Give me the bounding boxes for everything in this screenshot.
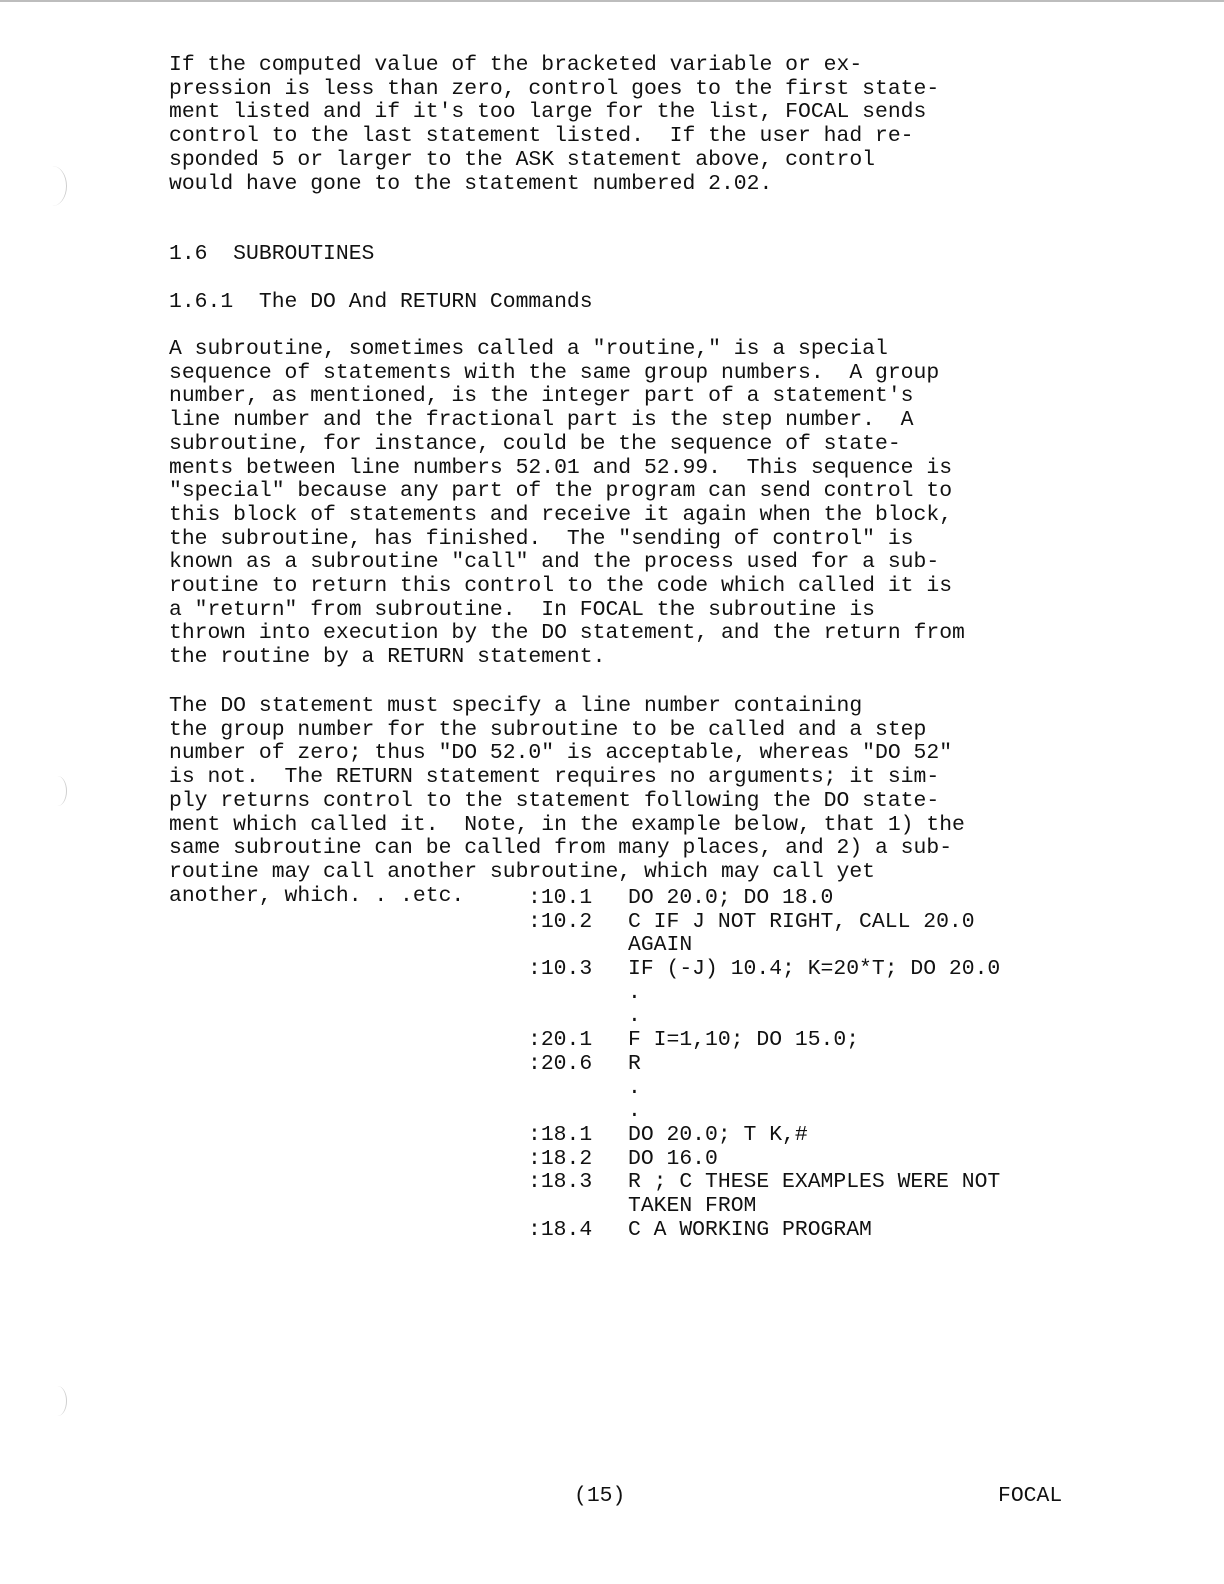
- page-top-border: [0, 0, 1224, 2]
- text-line: is not. The RETURN statement requires no arguments; it sim-: [169, 765, 940, 790]
- scan-hole-mark-bottom: [48, 1386, 67, 1416]
- text-line: "special" because any part of the program can send control to: [169, 479, 953, 504]
- text-line: subroutine, for instance, could be the sequence of state-: [169, 431, 901, 456]
- line-number: :18.2: [528, 1146, 593, 1171]
- code-line: [528, 911, 1000, 935]
- code-line: [528, 1148, 1000, 1172]
- code-text: DO 20.0; T K,#: [628, 1122, 808, 1147]
- text-line: known as a subroutine "call" and the process used for a sub-: [169, 550, 940, 575]
- ellipsis-dot: .: [628, 1004, 641, 1029]
- code-text: R ; C THESE EXAMPLES WERE NOT: [628, 1170, 1001, 1195]
- code-text: C IF J NOT RIGHT, CALL 20.0: [628, 909, 975, 934]
- code-text: DO 16.0: [628, 1146, 718, 1171]
- code-line: [528, 1029, 1000, 1053]
- code-line: [528, 934, 1000, 958]
- text-line: A subroutine, sometimes called a "routine," is a special: [169, 337, 888, 361]
- text-line: ply returns control to the statement following the DO state-: [169, 788, 940, 813]
- code-line: [528, 1053, 1000, 1077]
- text-line: would have gone to the statement numbered 2.02.: [169, 171, 773, 196]
- code-text: IF (-J) 10.4; K=20*T; DO 20.0: [628, 957, 1001, 982]
- intro-paragraph: [169, 54, 939, 196]
- do-statement-paragraph: [169, 695, 965, 908]
- text-line: sponded 5 or larger to the ASK statement above, control: [169, 147, 876, 172]
- footer-title: FOCAL: [998, 1484, 1063, 1508]
- ellipsis-dot: .: [628, 980, 641, 1005]
- line-number: :18.1: [528, 1122, 593, 1147]
- ellipsis-dot: .: [628, 1075, 641, 1100]
- text-line: number, as mentioned, is the integer part of a statement's: [169, 384, 914, 409]
- line-number: :10.3: [528, 957, 593, 982]
- ellipsis-dot: .: [628, 1099, 641, 1124]
- subroutine-paragraph: [169, 338, 965, 670]
- scan-hole-mark-top: [38, 166, 67, 206]
- code-line: [528, 982, 1000, 1006]
- text-line: thrown into execution by the DO statement, and the return from: [169, 621, 965, 646]
- text-line: pression is less than zero, control goes to the first state-: [169, 76, 940, 101]
- code-line: [528, 1005, 1000, 1029]
- subsection-heading: 1.6.1 The DO And RETURN Commands: [169, 290, 593, 314]
- code-text: F I=1,10; DO 15.0;: [628, 1028, 860, 1053]
- line-number: :18.3: [528, 1170, 593, 1195]
- section-heading: 1.6 SUBROUTINES: [169, 242, 375, 266]
- text-line: routine may call another subroutine, which may call yet: [169, 859, 876, 884]
- code-line: [528, 1100, 1000, 1124]
- code-text: TAKEN FROM: [628, 1193, 757, 1218]
- text-line: a "return" from subroutine. In FOCAL the subroutine is: [169, 597, 876, 622]
- text-line: ment which called it. Note, in the example below, that 1) the: [169, 812, 965, 837]
- code-line: [528, 958, 1000, 982]
- text-line: the routine by a RETURN statement.: [169, 645, 606, 670]
- code-line: [528, 887, 1000, 911]
- text-line: sequence of statements with the same group numbers. A group: [169, 360, 940, 385]
- text-line: routine to return this control to the code which called it is: [169, 574, 953, 599]
- scan-hole-mark-middle: [48, 776, 67, 806]
- code-example: [528, 887, 1000, 1242]
- text-line: this block of statements and receive it again when the block,: [169, 502, 953, 527]
- text-line: the subroutine, has finished. The "sending of control" is: [169, 526, 914, 551]
- text-line: line number and the fractional part is the step number. A: [169, 408, 914, 433]
- text-line: the group number for the subroutine to be called and a step: [169, 717, 927, 742]
- code-text: DO 20.0; DO 18.0: [628, 886, 834, 910]
- code-text: AGAIN: [628, 933, 693, 958]
- code-line: [528, 1219, 1000, 1243]
- code-line: [528, 1171, 1000, 1195]
- text-line: ments between line numbers 52.01 and 52.99. This sequence is: [169, 455, 953, 480]
- code-text: C A WORKING PROGRAM: [628, 1217, 872, 1242]
- text-line: same subroutine can be called from many places, and 2) a sub-: [169, 836, 953, 861]
- line-number: :18.4: [528, 1217, 593, 1242]
- line-number: :20.1: [528, 1028, 593, 1053]
- line-number: :10.2: [528, 909, 593, 934]
- code-line: [528, 1124, 1000, 1148]
- text-line: control to the last statement listed. If the user had re-: [169, 124, 914, 149]
- page-number: (15): [574, 1484, 626, 1508]
- line-number: :20.6: [528, 1051, 593, 1076]
- text-line: number of zero; thus "DO 52.0" is acceptable, whereas "DO 52": [169, 741, 953, 766]
- text-line: If the computed value of the bracketed variable or ex-: [169, 53, 863, 77]
- code-text: R: [628, 1051, 641, 1076]
- text-line: The DO statement must specify a line number containing: [169, 694, 863, 718]
- text-line: ment listed and if it's too large for the list, FOCAL sends: [169, 100, 927, 125]
- code-line: [528, 1195, 1000, 1219]
- code-line: [528, 1077, 1000, 1101]
- text-line: another, which. . .etc.: [169, 883, 465, 908]
- line-number: :10.1: [528, 886, 593, 910]
